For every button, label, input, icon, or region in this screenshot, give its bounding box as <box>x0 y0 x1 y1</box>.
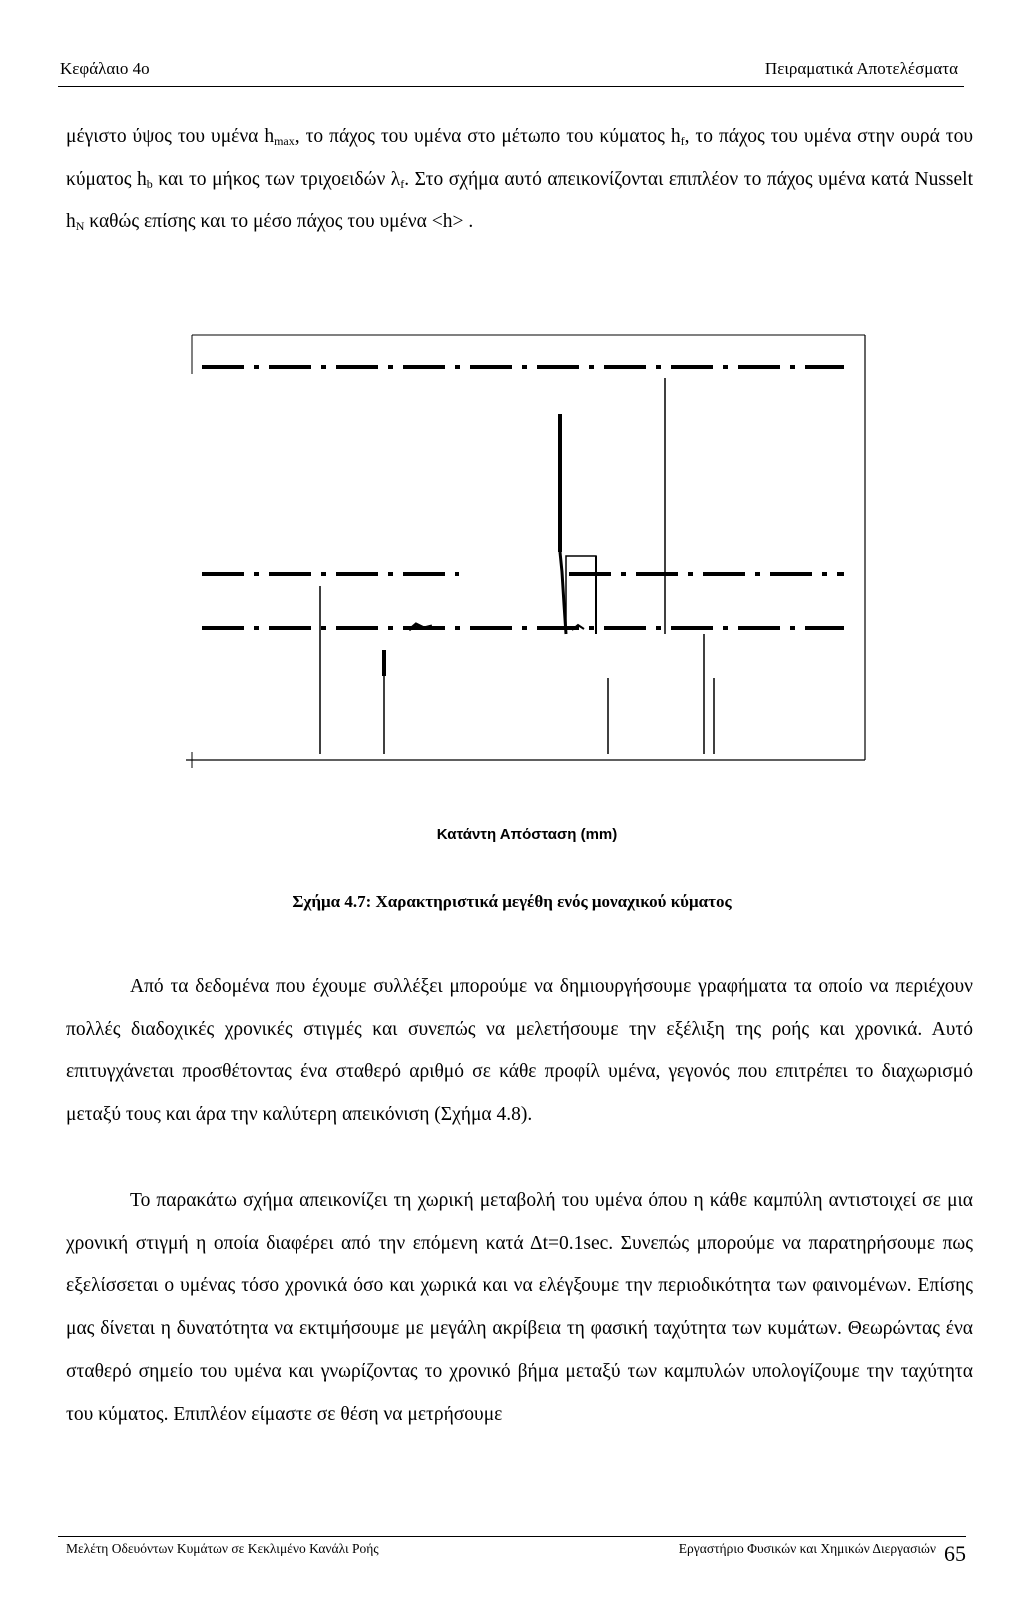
footer-title: Μελέτη Οδευόντων Κυμάτων σε Κεκλιμένο Κανάλι Ροής <box>66 1541 379 1556</box>
wave-front-profile <box>560 552 566 634</box>
header-section: Πειραματικά Αποτελέσματα <box>764 59 958 78</box>
page-number: 65 <box>944 1541 966 1566</box>
intro-paragraph: μέγιστο ύψος του υμένα $h_{max}$, το πάχος του υμένα στο μέτωπο του κύματος $h_f$, το πάχος του υμένα στην ουρά του κύματος $h_b$ και το μήκος των τριχοειδών $\lambda_f$. Στο σχήμα αυτό απεικονίζονται επιπλέον το πάχος υμένα κατά Nusselt $h_N$ καθώς επίσης και το μέσο πάχος του υμένα <h> . <box>66 126 974 234</box>
running-header <box>58 58 964 87</box>
capillary-box <box>566 556 596 634</box>
body-paragraph-2: Το παρακάτω σχήμα απεικονίζει τη χωρική μεταβολή του υμένα όπου η κάθε καμπύλη αντιστοιχεί σε μια χρονική στιγμή η οποία διαφέρει από την επόμενη κατά Δt=0.1sec. Συνεπώς μπορούμε να παρατηρήσουμε πως εξελίσσεται ο υμένας τόσο χρονικά όσο και χωρικά και να ελέγξουμε την περιοδικότητα των φαινομένων. Επίσης μας δίνεται η δυνατότητα να εκτιμήσουμε με μεγάλη ακρίβεια τη φασική ταχύτητα των κυμάτων. Θεωρώντας ένα σταθερό σημείο του υμένα και γνωρίζοντας το χρονικό βήμα μεταξύ των καμπυλών υπολογίζουμε την ταχύτητα του κύματος. Επιπλέον είμαστε σε θέση να μετρήσουμε <box>66 1190 973 1425</box>
footer-lab: Εργαστήριο Φυσικών και Χημικών Διεργασιών <box>678 1541 936 1556</box>
running-footer <box>58 1536 966 1566</box>
wave-figure <box>184 334 874 784</box>
x-axis-label: Κατάντη Απόσταση (mm) <box>436 826 618 843</box>
figure-caption: Σχήμα 4.7: Χαρακτηριστικά μεγέθη ενός μοναχικού κύματος <box>292 892 732 911</box>
body-paragraph-1: Από τα δεδομένα που έχουμε συλλέξει μπορούμε να δημιουργήσουμε γραφήματα τα οποίο να περιέχουν πολλές διαδοχικές χρονικές στιγμές και συνεπώς να μελετήσουμε την εξέλιξη της ροής και χρονικά. Αυτό επιτυγχάνεται προσθέτοντας ένα σταθερό αριθμό σε κάθε προφίλ υμένα, γεγονός που επιτρέπει το διαχωρισμό μεταξύ τους και άρα την καλύτερη απεικόνιση (Σχήμα 4.8). <box>66 976 973 1126</box>
header-chapter: Κεφάλαιο 4ο <box>60 59 150 78</box>
